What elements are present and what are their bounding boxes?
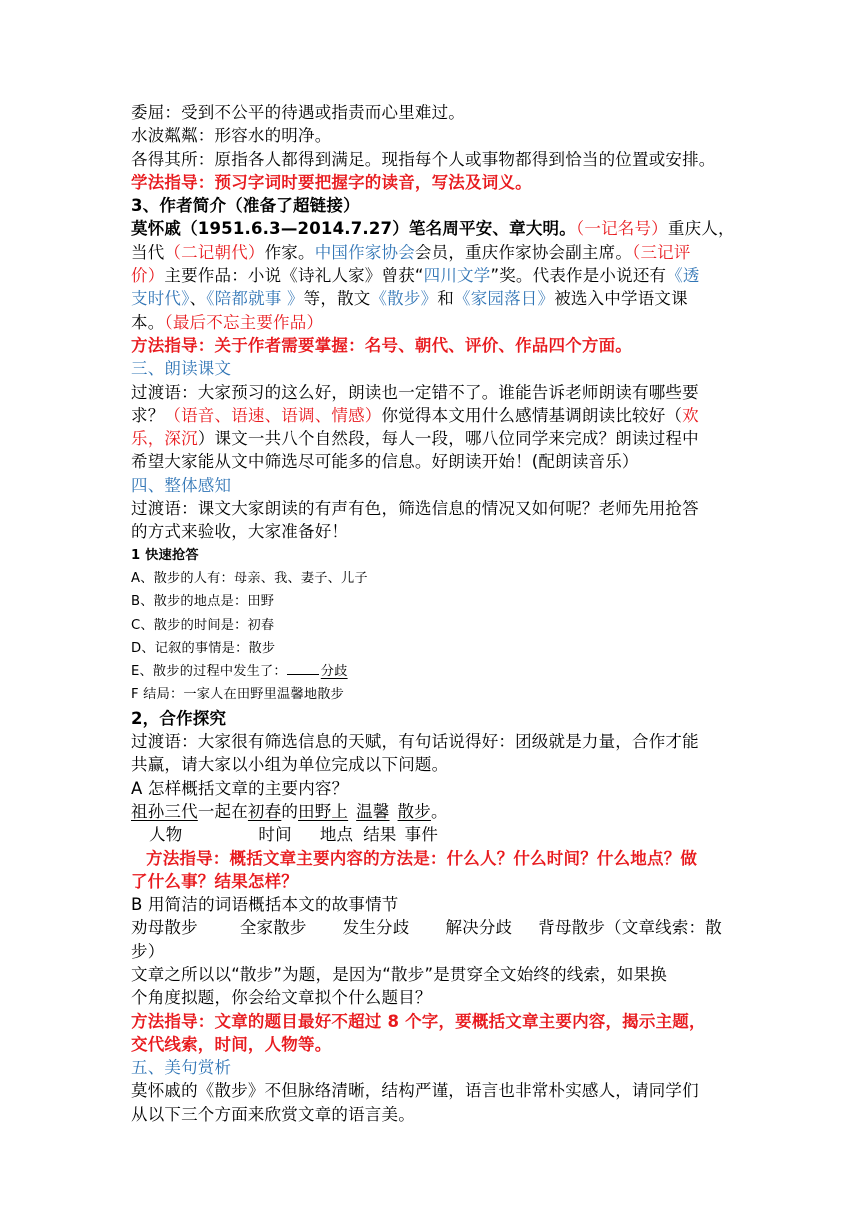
author-method-guide: 方法指导：关于作者需要掌握：名号、朝代、评价、作品四个方面。 [131,335,632,355]
text-span: 本。 [131,312,165,332]
text-span: 主要作品：小说《诗礼人家》曾获“ [164,266,424,286]
plot-stage-3: 发生分歧 [342,918,410,938]
author-hometown: 重庆人， [667,219,735,239]
appreciation-paragraph-2: 从以下三个方面来欣赏文章的语言美。 [131,1104,415,1124]
author-line-1 [131,217,741,240]
text-span: 求？ [131,405,165,425]
vocab-line-weiqu: 委屈：受到不公平的待遇或指责而心里难过。 [131,103,465,122]
summary-place: 田野上 [298,801,349,821]
text-span: ）课文一共八个自然段，每人一段，哪八位同学来完成？朗读过程中 [197,429,699,449]
question-a: A 怎样概括文章的主要内容？ [131,778,349,798]
link-writers-association[interactable]: 中国作家协会 [314,242,415,262]
plot-stage-2: 全家散步 [239,918,307,938]
quick-answer-heading: 1 快速抢答 [131,547,199,563]
label-time: 时间 [258,825,292,845]
cooperative-inquiry-heading: 2，合作探究 [131,708,227,728]
answer-disagreement: 分歧 [320,664,348,680]
title-method-guide-2: 交代线索，时间，人物等。 [131,1034,332,1054]
section-reading-heading: 三、朗读课文 [131,359,232,379]
link-work-peidu[interactable]: 《陪都就事 》 [206,289,304,309]
quick-answer-b: B、散步的地点是：田野 [131,594,275,610]
summary-time: 初春 [247,801,282,821]
note-evaluation-end: 价） [131,266,165,286]
summary-people: 祖孙三代 [131,801,198,821]
label-event: 事件 [404,825,439,845]
quick-answer-f: F 结局：一家人在田野里温馨地散步 [131,687,344,703]
cooperative-paragraph-2: 共赢，请大家以小组为单位完成以下问题。 [131,755,449,775]
link-work-touzhi-end[interactable]: 支时代》 [131,289,190,309]
section-sentence-appreciation-heading: 五、美句赏析 [131,1058,232,1078]
text-span: 。 [430,801,448,821]
note-tone-end: 乐，深沉 [131,429,198,449]
author-name-dates: 莫怀戚（1951.6.3—2014.7.27）笔名周平安、章大明。 [131,219,576,239]
summary-method-guide-2: 了什么事？结果怎样？ [131,871,298,891]
link-sichuan-literature[interactable]: 四川文学 [423,266,491,286]
title-method-guide-1: 方法指导：文章的题目最好不超过 8 个字，要概括文章主要内容，揭示主题， [131,1011,706,1031]
section-author-intro-heading: 3、作者简介（准备了超链接） [131,196,360,216]
main-content-summary [131,800,741,823]
plot-stage-1: 劝母散步 [131,918,198,938]
text-span: 被选入中学语文课 [554,289,688,309]
title-paragraph-2: 个角度拟题，你会给文章拟个什么题目？ [131,988,432,1008]
text-span: 的 [281,801,299,821]
note-evaluation: （三记评 [632,242,691,262]
appreciation-paragraph-1: 莫怀戚的《散步》不但脉络清晰，结构严谨，语言也非常朴实感人，请同学们 [131,1081,699,1101]
plot-stages-end: 步） [131,941,165,961]
overall-paragraph-2: 的方式来验收，大家准备好！ [131,522,349,542]
text-span: 一起在 [197,801,248,821]
label-result: 结果 [363,825,397,845]
text-span: 当代 [131,242,165,262]
note-era: （二记朝代） [164,242,265,262]
cooperative-paragraph-1: 过渡语：大家很有筛选信息的天赋，有句话说得好：团级就是力量，合作才能 [131,732,699,752]
text-span: ”奖。代表作是小说还有 [490,266,667,286]
link-work-touzhi[interactable]: 《透 [666,266,700,286]
note-name: （一记名号） [575,219,668,239]
author-line-2 [131,241,741,264]
fill-blank-line [287,660,319,675]
plot-stages [131,916,741,939]
link-work-jiayuan[interactable]: 《家园落日》 [454,289,555,309]
overall-paragraph-1: 过渡语：课文大家朗读的有声有色，筛选信息的情况又如何呢？老师先用抢答 [131,499,699,519]
author-line-5 [131,311,741,334]
plot-stage-4: 解决分歧 [445,918,513,938]
note-works: （最后不忘主要作品） [164,312,324,332]
reading-paragraph-2 [131,404,741,427]
text-span: 你觉得本文用什么感情基调朗读比较好（ [381,405,683,425]
author-line-3 [131,264,741,287]
question-b: B 用简洁的词语概括本文的故事情节 [131,895,399,915]
title-paragraph-1: 文章之所以以“散步”为题，是因为“散步”是贯穿全文始终的线索，如果换 [131,964,667,984]
quick-answer-d: D、记叙的事情是：散步 [131,640,276,656]
text-span: 和 [437,289,454,309]
author-line-4 [131,287,741,310]
vocab-line-gedeqisuo: 各得其所：原指各人都得到满足。现指每个人或事物都得到恰当的位置或安排。 [131,149,716,169]
document-body [131,101,741,1126]
summary-method-guide-1: 方法指导：概括文章主要内容的方法是：什么人？什么时间？什么地点？做 [146,848,698,868]
text-span: 作家。 [264,242,315,262]
note-tone: 欢 [682,405,699,425]
link-work-sanbu[interactable]: 《散步》 [370,289,438,309]
note-reading-requirements: （语音、语速、语调、情感） [164,405,382,425]
text-span: E、散步的过程中发生了： [131,664,287,680]
label-place: 地点 [319,825,354,845]
vocab-line-shuibo: 水波粼粼：形容水的明净。 [131,126,332,146]
quick-answer-e [131,660,741,683]
reading-paragraph-1: 过渡语：大家预习的这么好，朗读也一定错不了。谁能告诉老师朗读有哪些要 [131,382,699,402]
section-overall-heading: 四、整体感知 [131,475,232,495]
summary-result: 温馨 [356,801,390,821]
reading-paragraph-3 [131,427,741,450]
text-span: 、 [189,289,207,309]
quick-answer-c: C、散步的时间是：初春 [131,617,275,633]
text-span: 等，散文 [303,289,371,309]
quick-answer-a: A、散步的人有：母亲、我、妻子、儿子 [131,570,368,586]
study-method-guide: 学法指导：预习字词时要把握字的读音，写法及词义。 [131,172,532,192]
reading-paragraph-4: 希望大家能从文中筛选尽可能多的信息。好朗读开始！(配朗读音乐） [131,452,639,472]
label-people: 人物 [149,825,183,845]
summary-labels [131,823,741,846]
text-span: 会员，重庆作家协会副主席。 [414,242,633,262]
summary-event: 散步 [397,801,431,821]
plot-stage-5: 背母散步（文章线索：散 [538,918,722,938]
